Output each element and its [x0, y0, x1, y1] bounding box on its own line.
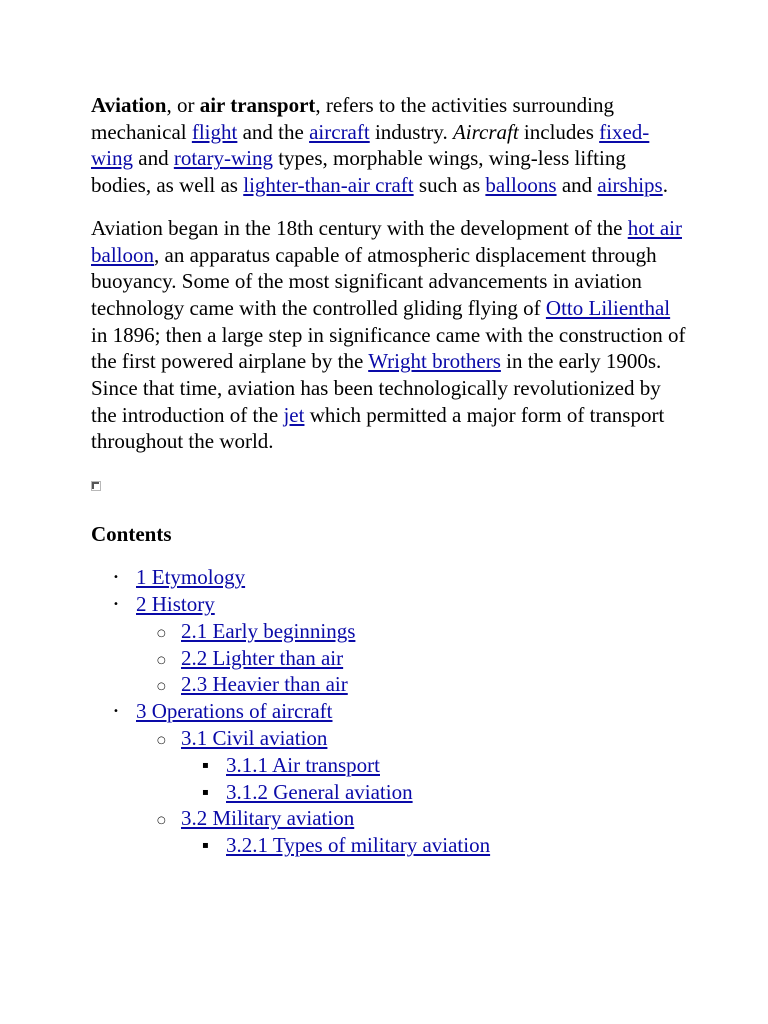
toc-item: [91, 779, 688, 806]
link-lighter-than-air-craft[interactable]: lighter-than-air craft: [243, 173, 414, 198]
history-text: Aviation began in the 18th century with the development of the: [91, 215, 628, 240]
intro-text: types, morphable wings, wing-less lifting bodies, as well as: [91, 146, 626, 198]
intro-text: and: [133, 146, 174, 171]
link-balloons[interactable]: balloons: [485, 173, 557, 198]
toc-item: [91, 564, 688, 591]
link-rotary-wing[interactable]: rotary-wing: [173, 146, 273, 171]
link-hot-air-balloon[interactable]: hot air balloon: [91, 215, 682, 267]
link-wright-brothers[interactable]: Wright brothers: [368, 349, 501, 374]
toc-link[interactable]: 2.3 Heavier than air: [181, 672, 348, 697]
intro-text: and the: [237, 119, 310, 144]
intro-text: such as: [413, 173, 486, 198]
toc-link[interactable]: 2.1 Early beginnings: [181, 618, 356, 643]
bullet-icon: ▪: [202, 786, 209, 798]
toc-item: [91, 591, 688, 618]
toc-link[interactable]: 2 History: [136, 591, 215, 616]
intro-paragraph: [91, 92, 688, 199]
toc-item: [91, 805, 688, 832]
intro-text: , refers to the activities surrounding mechanical: [91, 93, 614, 144]
em-aircraft: Aircraft: [452, 119, 519, 144]
toc-toggle-checkbox-icon[interactable]: [91, 481, 102, 492]
toc-link[interactable]: 2.2 Lighter than air: [181, 645, 344, 670]
intro-text: includes: [518, 119, 600, 144]
toc-link[interactable]: 3 Operations of aircraft: [136, 699, 333, 724]
history-text: in 1896; then a large step in significance came with the construction of the first powered airplane by the: [91, 322, 686, 374]
intro-text: and: [556, 173, 598, 198]
toc-link[interactable]: 3.1.2 General aviation: [226, 779, 413, 804]
toc-item: [91, 752, 688, 779]
history-text: , an apparatus capable of atmospheric displacement through buoyancy. Some of the most significant advancements in aviation technology came with the controlled gliding flying of: [91, 242, 657, 320]
bullet-icon: ▪: [202, 759, 209, 771]
term-air-transport: air transport: [199, 93, 316, 117]
toc-link[interactable]: 3.1.1 Air transport: [226, 752, 380, 777]
intro-text: .: [662, 173, 668, 198]
bullet-icon: ○: [157, 627, 166, 639]
link-aircraft[interactable]: aircraft: [309, 119, 370, 144]
link-flight[interactable]: flight: [191, 119, 238, 144]
bullet-icon: ▪: [202, 840, 209, 852]
bullet-icon: ○: [157, 815, 166, 827]
intro-text: , or: [166, 93, 200, 117]
link-jet[interactable]: jet: [283, 402, 305, 427]
intro-text: industry.: [369, 119, 453, 144]
link-otto-lilienthal[interactable]: Otto Lilienthal: [545, 295, 671, 320]
bullet-icon: ○: [157, 681, 166, 693]
toc-title: Contents: [91, 522, 172, 547]
toc-link[interactable]: 3.1 Civil aviation: [181, 725, 328, 750]
toc-list: [91, 564, 688, 859]
toc-item: [91, 832, 688, 859]
term-aviation: Aviation: [91, 93, 167, 117]
bullet-icon: ○: [157, 734, 166, 746]
toc-link[interactable]: 3.2.1 Types of military aviation: [226, 833, 491, 858]
toc-link[interactable]: 3.2 Military aviation: [181, 806, 355, 831]
link-fixed-wing[interactable]: fixed-wing: [91, 119, 650, 171]
toc-item: [91, 618, 688, 645]
bullet-icon: •: [113, 572, 119, 584]
toc-item: [91, 725, 688, 752]
toc-item: [91, 698, 688, 725]
bullet-icon: ○: [157, 654, 166, 666]
history-text: which permitted a major form of transport throughout the world.: [91, 402, 665, 454]
history-text: in the early 1900s. Since that time, aviation has been technologically revolutionized by the introduction of the: [91, 349, 662, 427]
bullet-icon: •: [113, 706, 119, 718]
toc-item: [91, 645, 688, 672]
history-paragraph: [91, 215, 688, 455]
link-airships[interactable]: airships: [597, 173, 663, 198]
toc-link[interactable]: 1 Etymology: [136, 565, 246, 590]
toc-toggle-row: [91, 481, 688, 520]
bullet-icon: •: [113, 598, 119, 610]
toc-item: [91, 671, 688, 698]
